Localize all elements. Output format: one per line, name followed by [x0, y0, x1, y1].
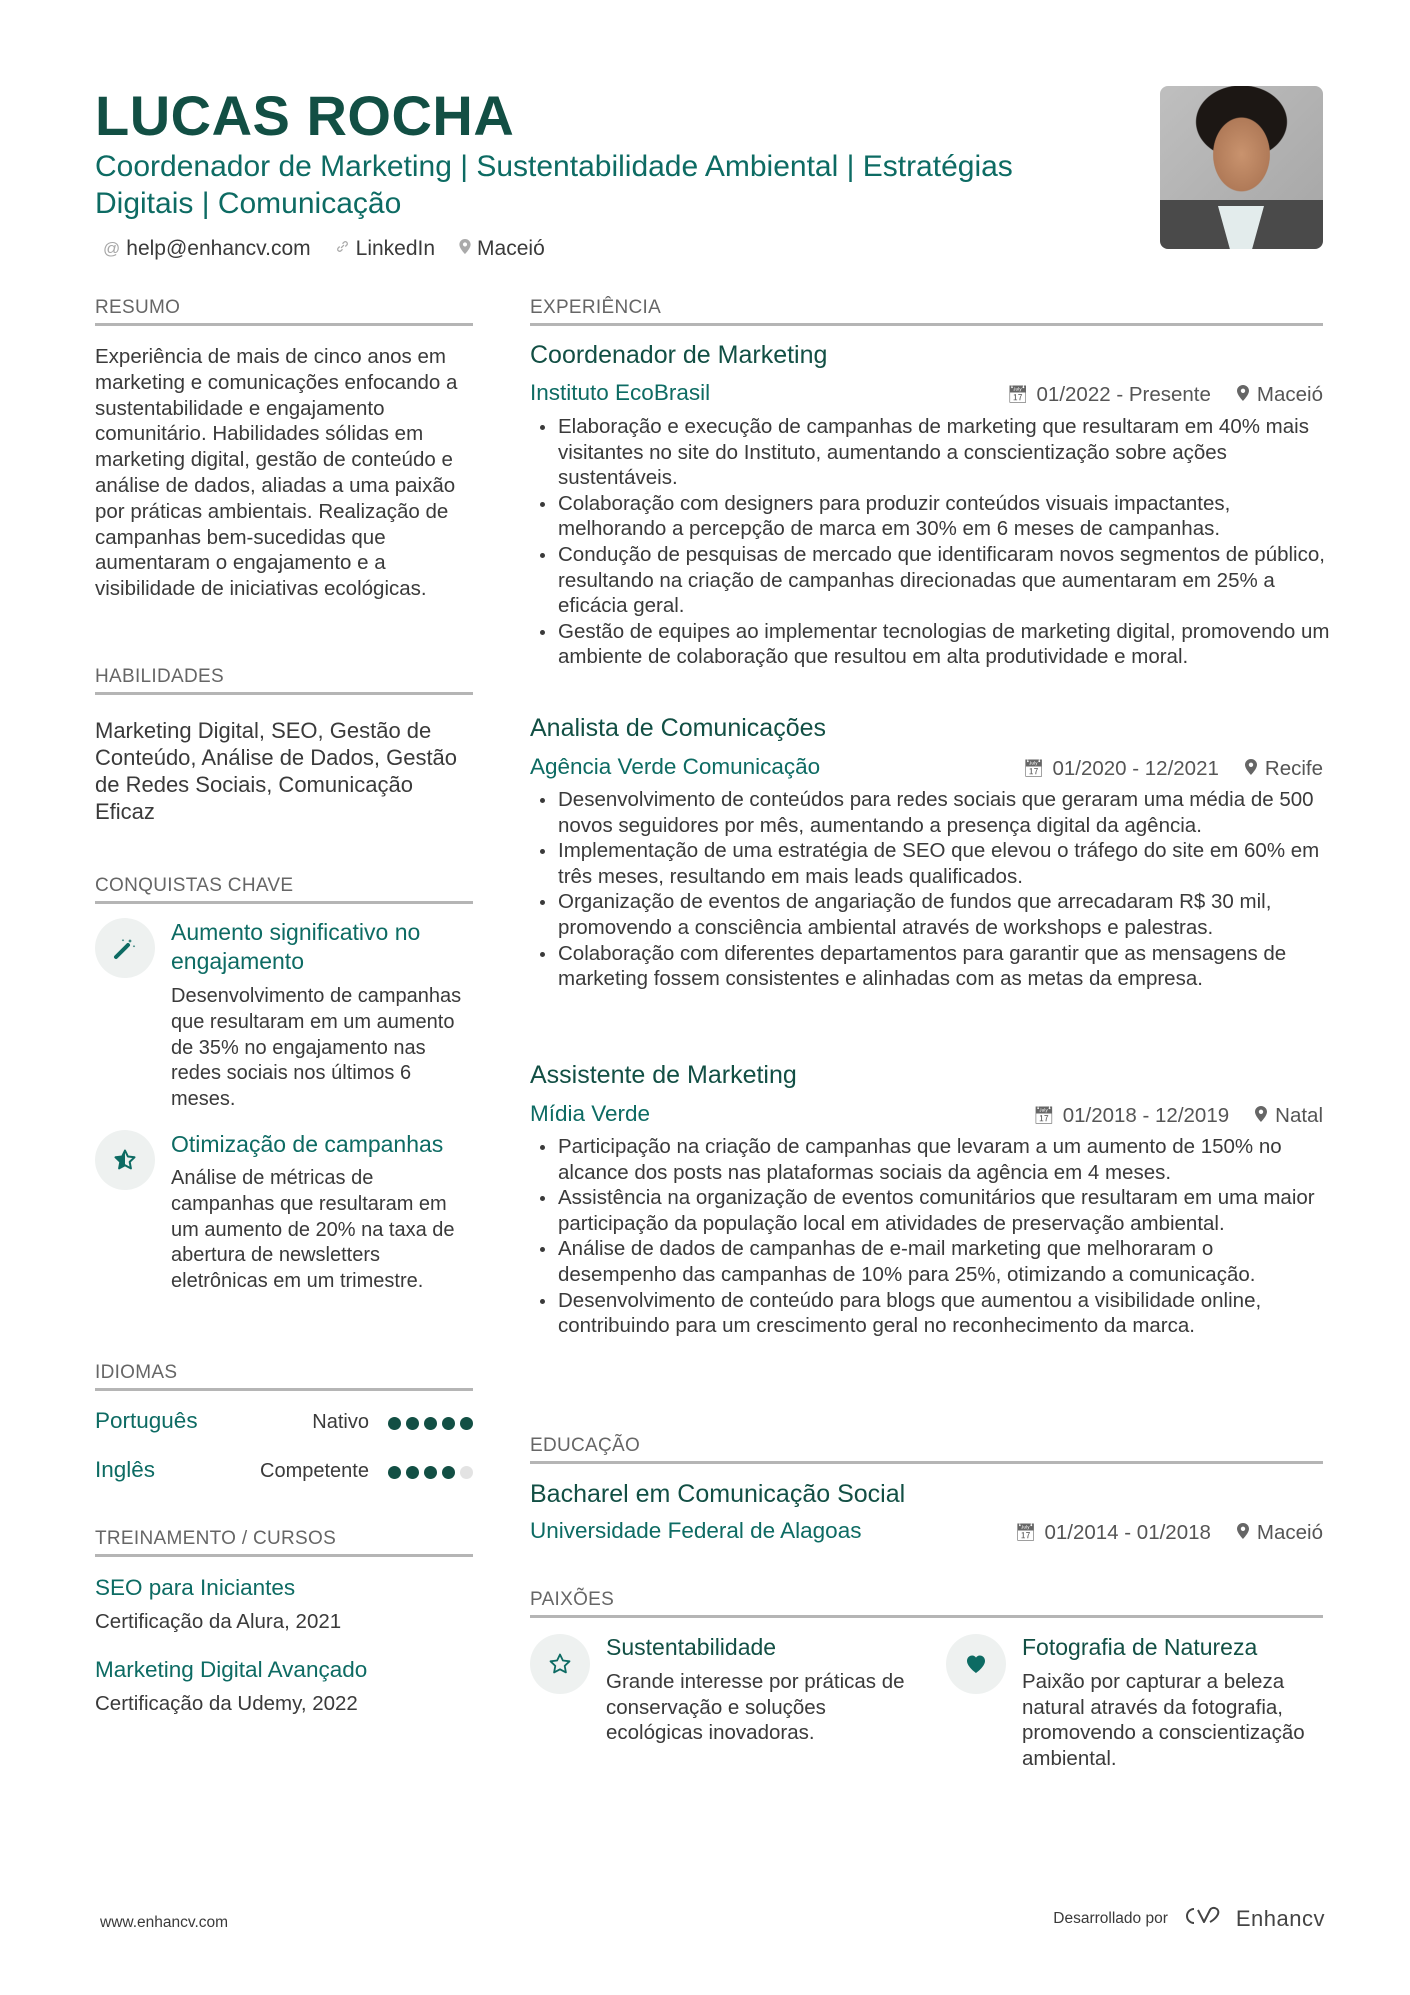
location-pin-icon [1255, 1106, 1267, 1127]
headline: Coordenador de Marketing | Sustentabilidade Ambiental | Estratégias Digitais | Comunicação [95, 150, 1013, 220]
job-meta [1033, 1104, 1323, 1128]
bullet-item: Análise de dados de campanhas de e-mail marketing que melhoraram o desempenho das campanhas de 10% para 25%, otimizando a comunicação. [530, 1236, 1330, 1287]
footer-brand[interactable] [1053, 1904, 1325, 1933]
language-level: Competente [260, 1460, 369, 1482]
heart-icon [946, 1634, 1006, 1694]
section-title-summary: RESUMO [95, 297, 181, 318]
job-role: Assistente de Marketing [530, 1061, 797, 1089]
section-title-education: EDUCAÇÃO [530, 1435, 641, 1456]
section-divider [530, 1461, 1323, 1464]
bullet-item: Assistência na organização de eventos comunitários que resultaram em uma maior participação da população local em atividades de preservação ambiental. [530, 1185, 1330, 1236]
section-divider [95, 692, 473, 695]
achievement-item [95, 918, 475, 1118]
job-meta [1023, 757, 1323, 781]
location-pin-icon [459, 239, 471, 259]
calendar-icon: 📅︎ [1014, 1523, 1037, 1542]
dot-filled [388, 1417, 401, 1430]
passion-item [946, 1634, 1326, 1784]
job-role: Analista de Comunicações [530, 714, 826, 742]
dot-empty [460, 1466, 473, 1479]
job-bullets [530, 1134, 1330, 1339]
job-bullets [530, 787, 1330, 992]
location-text: Maceió [477, 237, 545, 260]
job-dates: 01/2020 - 12/2021 [1052, 757, 1219, 780]
proficiency-dots [388, 1466, 473, 1479]
calendar-icon: 📅︎ [1033, 1106, 1055, 1125]
bullet-item: Participação na criação de campanhas que levaram a um aumento de 150% no alcance dos posts nas plataformas sociais da agência em 4 meses. [530, 1134, 1330, 1185]
calendar-icon: 📅︎ [1022, 759, 1045, 778]
passion-title: Sustentabilidade [606, 1634, 777, 1660]
enhancv-logo-icon [1180, 1904, 1224, 1933]
dot-filled [424, 1417, 437, 1430]
bullet-item: Elaboração e execução de campanhas de marketing que resultaram em 40% mais visitantes no site do Instituto, aumentando a conscientização sobre ações sustentáveis. [530, 414, 1330, 491]
dot-filled [406, 1417, 419, 1430]
course-subtitle: Certificação da Alura, 2021 [95, 1610, 342, 1633]
email-text: help@enhancv.com [126, 237, 311, 260]
skills-text: Marketing Digital, SEO, Gestão de Conteúdo, Análise de Dados, Gestão de Redes Sociais, Comunicação Eficaz [95, 718, 458, 824]
achievement-item [95, 1130, 475, 1330]
achievement-desc: Análise de métricas de campanhas que resultaram em um aumento de 20% na taxa de abertura de newsletters eletrônicas em um trimestre. [171, 1167, 455, 1293]
powered-by-text: Desarrollado por [1053, 1909, 1168, 1927]
star-outline-icon [530, 1634, 590, 1694]
section-divider [95, 901, 473, 904]
bullet-item: Condução de pesquisas de mercado que identificaram novos segmentos de público, resultando na criação de campanhas direcionadas que aumentaram em 25% a eficácia geral. [530, 542, 1330, 619]
bullet-item: Desenvolvimento de conteúdo para blogs que aumentou a visibilidade online, contribuindo para um crescimento geral no reconhecimento da marca. [530, 1288, 1330, 1339]
magic-wand-icon [95, 918, 155, 978]
section-title-skills: HABILIDADES [95, 666, 224, 687]
job-location: Natal [1275, 1104, 1323, 1127]
passion-title: Fotografia de Natureza [1022, 1634, 1258, 1660]
passion-desc: Paixão por capturar a beleza natural através da fotografia, promovendo a conscientização ambiental. [1022, 1670, 1305, 1770]
job-company: Instituto EcoBrasil [530, 380, 711, 405]
section-title-achievements: CONQUISTAS CHAVE [95, 875, 294, 896]
achievement-desc: Desenvolvimento de campanhas que resultaram em um aumento de 35% no engajamento nas redes sociais nos últimos 6 meses. [171, 985, 462, 1111]
course-title: Marketing Digital Avançado [95, 1657, 368, 1682]
location-pin-icon [1237, 1523, 1249, 1544]
section-title-training: TREINAMENTO / CURSOS [95, 1528, 337, 1549]
language-row [95, 1457, 473, 1487]
link-icon [335, 239, 350, 259]
bullet-item: Colaboração com diferentes departamentos para garantir que as mensagens de marketing fossem consistentes e alinhadas com as metas da empresa. [530, 941, 1330, 992]
proficiency-dots [388, 1417, 473, 1430]
course-title: SEO para Iniciantes [95, 1575, 296, 1600]
dot-filled [424, 1466, 437, 1479]
contact-linkedin[interactable] [335, 237, 435, 261]
candidate-name: LUCAS ROCHA [95, 84, 515, 147]
job-location: Maceió [1256, 383, 1323, 406]
language-name: Inglês [95, 1457, 156, 1482]
dot-filled [460, 1417, 473, 1430]
summary-text: Experiência de mais de cinco anos em marketing e comunicações enfocando a sustentabilidade e engajamento comunitário. Habilidades sólidas em marketing digital, gestão de conteúdo e análise de dados, aliadas a uma paixão por práticas ambientais. Realização de campanhas bem-sucedidas que aumentaram o engajamento e a visibilidade de iniciativas ecológicas. [95, 345, 458, 601]
footer-url[interactable]: www.enhancv.com [100, 1914, 229, 1931]
bullet-item: Colaboração com designers para produzir conteúdos visuais impactantes, melhorando a percepção de marca em 30% em 6 meses de campanhas. [530, 491, 1330, 542]
contact-email[interactable] [103, 237, 311, 261]
bullet-item: Organização de eventos de angariação de fundos que arrecadaram R$ 30 mil, promovendo a consciência ambiental através de workshops e palestras. [530, 889, 1330, 940]
half-star-icon [95, 1130, 155, 1190]
course-subtitle: Certificação da Udemy, 2022 [95, 1692, 358, 1715]
language-level: Nativo [312, 1411, 369, 1433]
section-divider [95, 1554, 473, 1557]
job-role: Coordenador de Marketing [530, 341, 828, 369]
contact-location [459, 237, 545, 261]
passion-desc: Grande interesse por práticas de conservação e soluções ecológicas inovadoras. [606, 1670, 905, 1745]
linkedin-text: LinkedIn [355, 237, 436, 260]
language-name: Português [95, 1408, 198, 1433]
achievement-title: Aumento significativo no engajamento [171, 919, 421, 974]
education-school: Universidade Federal de Alagoas [530, 1518, 862, 1543]
job-dates: 01/2022 - Presente [1036, 383, 1211, 406]
profile-photo [1160, 86, 1323, 249]
location-pin-icon [1245, 759, 1257, 780]
dot-filled [388, 1466, 401, 1479]
education-meta [1015, 1521, 1323, 1545]
calendar-icon: 📅︎ [1006, 385, 1029, 404]
section-divider [95, 1388, 473, 1391]
job-company: Agência Verde Comunicação [530, 754, 821, 779]
at-icon: @ [103, 239, 121, 258]
dot-filled [406, 1466, 419, 1479]
section-divider [530, 323, 1323, 326]
education-location: Maceió [1256, 1521, 1323, 1544]
contact-list [103, 237, 545, 261]
dot-filled [442, 1417, 455, 1430]
bullet-item: Gestão de equipes ao implementar tecnologias de marketing digital, promovendo um ambiente de colaboração que resultou em alta produtividade e moral. [530, 619, 1330, 670]
section-title-passions: PAIXÕES [530, 1589, 615, 1610]
section-divider [95, 323, 473, 326]
job-dates: 01/2018 - 12/2019 [1062, 1104, 1230, 1127]
job-bullets [530, 414, 1330, 670]
section-divider [530, 1615, 1323, 1618]
brand-name: Enhancv [1235, 1905, 1325, 1931]
dot-filled [442, 1466, 455, 1479]
passion-item [530, 1634, 910, 1784]
bullet-item: Implementação de uma estratégia de SEO que elevou o tráfego do site em 60% em três meses, resultando em mais leads qualificados. [530, 838, 1330, 889]
education-dates: 01/2014 - 01/2018 [1044, 1521, 1211, 1544]
job-company: Mídia Verde [530, 1101, 651, 1126]
education-degree: Bacharel em Comunicação Social [530, 1480, 906, 1508]
language-row [95, 1408, 473, 1438]
section-title-languages: IDIOMAS [95, 1362, 178, 1383]
job-meta [1007, 383, 1323, 407]
job-location: Recife [1264, 757, 1323, 780]
location-pin-icon [1237, 385, 1249, 406]
achievement-title: Otimização de campanhas [171, 1131, 444, 1157]
bullet-item: Desenvolvimento de conteúdos para redes sociais que geraram uma média de 500 novos seguidores por mês, aumentando a presença digital da agência. [530, 787, 1330, 838]
section-title-experience: EXPERIÊNCIA [530, 297, 662, 318]
